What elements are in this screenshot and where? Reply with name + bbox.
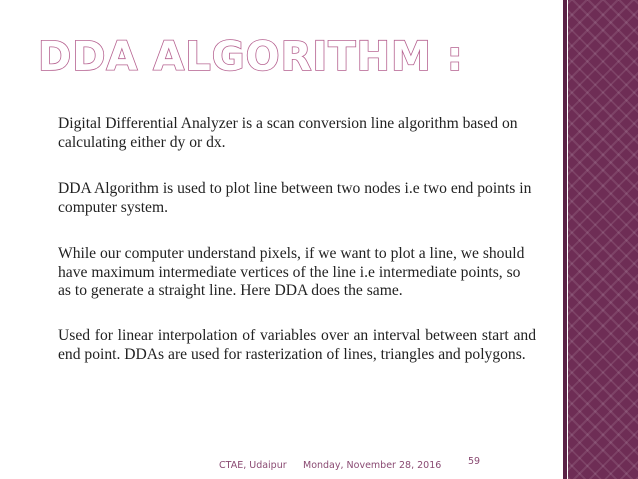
bullet-text: Used for linear interpolation of variables over an interval between start and end point. DDAs are used for rasterization of lines, triangles and polygons. xyxy=(58,327,536,363)
bullet-marker-icon xyxy=(36,180,58,181)
side-divider xyxy=(563,0,567,479)
bullet-item xyxy=(36,115,536,152)
decorative-side-panel xyxy=(568,0,638,479)
footer-page-number: 59 xyxy=(468,456,481,467)
bullet-marker-icon xyxy=(36,245,58,246)
bullet-text: Digital Differential Analyzer is a scan conversion line algorithm based on calculating either dy or dx. xyxy=(58,115,518,151)
bullet-item xyxy=(36,327,536,364)
slide-title xyxy=(36,26,556,86)
bullet-text: DDA Algorithm is used to plot line between two nodes i.e two end points in computer system. xyxy=(58,180,532,216)
bullet-item xyxy=(36,180,536,217)
slide-title-graphic xyxy=(36,26,556,86)
bullet-marker-icon xyxy=(36,327,58,328)
bullet-marker-icon xyxy=(36,115,58,116)
slide-title-text: DDA ALGORITHM : xyxy=(38,34,464,80)
bullet-text: While our computer understand pixels, if we want to plot a line, we should have maximum intermediate vertices of the line i.e intermediate points, so as to generate a straight line. Here DDA does the same. xyxy=(58,245,525,299)
footer-date: Monday, November 28, 2016 xyxy=(303,460,442,471)
footer-institution: CTAE, Udaipur xyxy=(219,460,287,471)
bullet-item xyxy=(36,245,536,301)
